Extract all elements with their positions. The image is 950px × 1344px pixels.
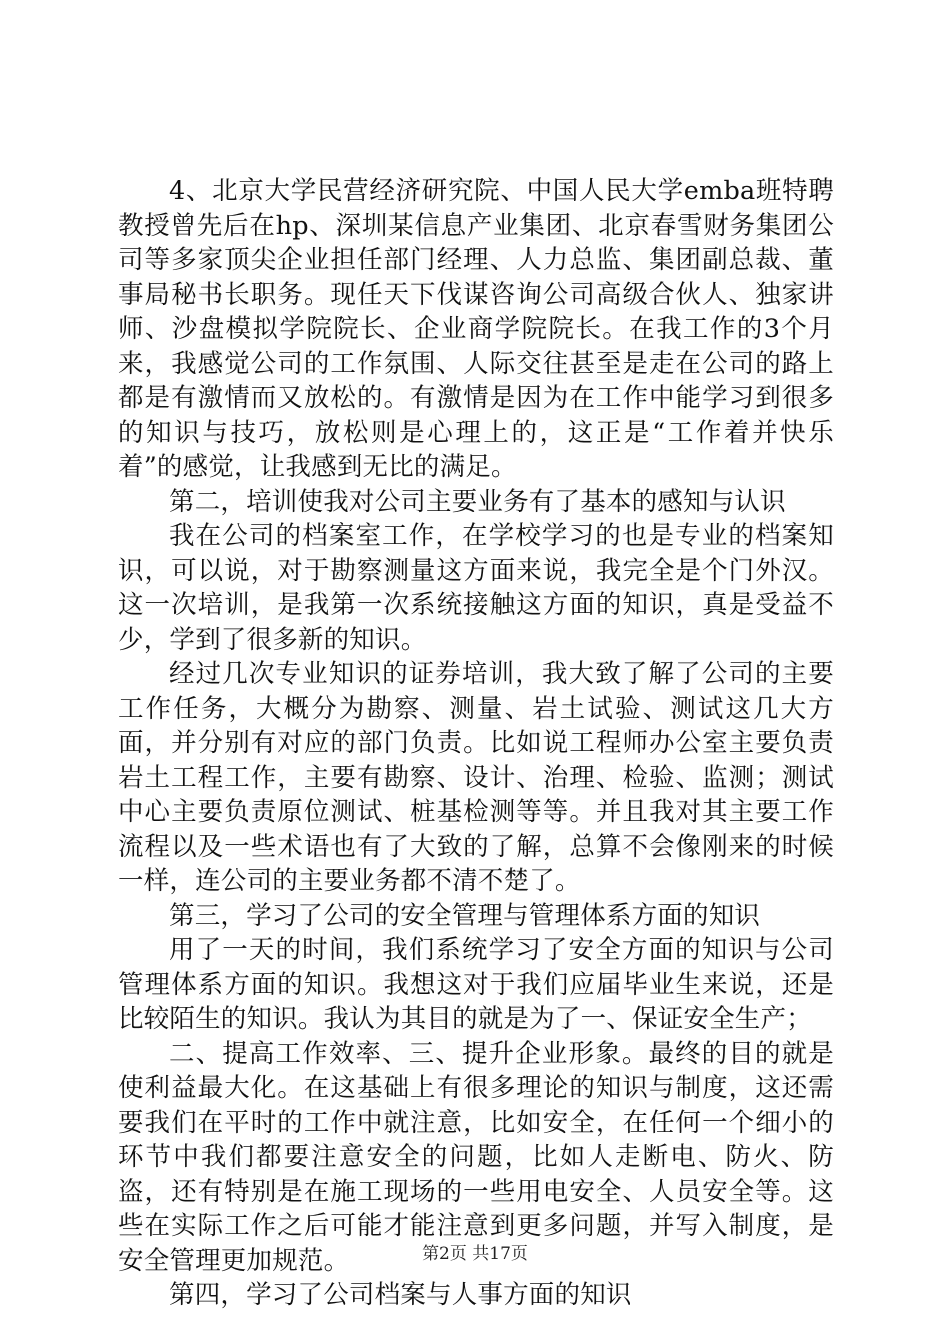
section-heading-2: 第二，培训使我对公司主要业务有了基本的感知与认识 <box>169 486 786 517</box>
paragraph-2: 我在公司的档案室工作，在学校学习的也是专业的档案知识，可以说，对于勘察测量这方面来说，我完全是个门外汉。这一次培训，是我第一次系统接触这方面的知识，真是受益不少，学到了很多新的知识。 <box>118 521 834 655</box>
paragraph-4: 用了一天的时间，我们系统学习了安全方面的知识与公司管理体系方面的知识。我想这对于我们应届毕业生来说，还是比较陌生的知识。我认为其目的就是为了一、保证安全生产； <box>118 935 834 1034</box>
paragraph-5: 二、提高工作效率、三、提升企业形象。最终的目的就是使利益最大化。在这基础上有很多理论的知识与制度，这还需要我们在平时的工作中就注意，比如安全，在任何一个细小的环节中我们都要注意安全的问题，比如人走断电、防火、防盗，还有特别是在施工现场的一些用电安全、人员安全等。这些在实际工作之后可能才能注意到更多问题，并写入制度，是安全管理更加规范。 <box>118 1038 834 1276</box>
page-number-footer: 第2页 共17页 <box>422 1244 528 1264</box>
paragraph-1: 4、北京大学民营经济研究院、中国人民大学emba班特聘教授曾先后在hp、深圳某信息产业集团、北京春雪财务集团公司等多家顶尖企业担任部门经理、人力总监、集团副总裁、董事局秘书长职务。现任天下伐谋咨询公司高级合伙人、独家讲师、沙盘模拟学院院长、企业商学院院长。在我工作的3个月来，我感觉公司的工作氛围、人际交往甚至是走在公司的路上都是有激情而又放松的。有激情是因为在工作中能学习到很多的知识与技巧，放松则是心理上的，这正是“工作着并快乐着”的感觉，让我感到无比的满足。 <box>118 176 834 482</box>
document-body <box>118 174 834 1313</box>
paragraph-3: 经过几次专业知识的证券培训，我大致了解了公司的主要工作任务，大概分为勘察、测量、岩土试验、测试这几大方面，并分别有对应的部门负责。比如说工程师办公室主要负责岩土工程工作，主要有勘察、设计、治理、检验、监测；测试中心主要负责原位测试、桩基检测等等。并且我对其主要工作流程以及一些术语也有了大致的了解，总算不会像刚来的时候一样，连公司的主要业务都不清不楚了。 <box>118 659 834 896</box>
section-heading-4: 第四，学习了公司档案与人事方面的知识 <box>169 1280 632 1310</box>
section-heading-3: 第三，学习了公司的安全管理与管理体系方面的知识 <box>169 900 761 931</box>
